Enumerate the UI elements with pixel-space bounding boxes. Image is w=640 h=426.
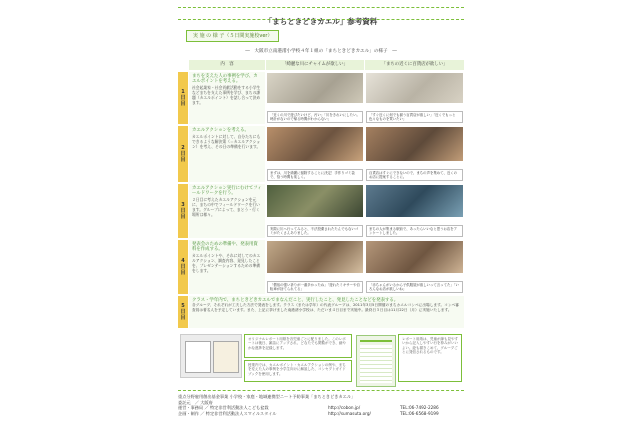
day-body: カエルポイントに対して、自分たちにもできるような解決策（＝カエルアクション）を考え、その日の準備を行います。 [192,134,261,149]
guidebook-note: 授業内では、カエルポイント・カエルアクションの例や、まちを変えた人の事例を小学生向けに解説した、コンセプトガイドブックを使用します。 [244,360,352,382]
day-description [189,126,265,182]
day-description [189,184,265,238]
subtitle: ― 大阪市立南港渚小学校４年１組の「まちときどきカエル」の様子 ― [245,49,397,54]
section-label: 実 施 の 様 子（５日間実施校ver） [186,30,279,42]
day-badge: 5 日 目 [178,296,188,328]
header-content: 内 容 [189,60,265,70]
outdoor-photo [267,185,363,217]
classroom-photo [366,127,463,161]
photo-cell [365,184,464,238]
photo-cell [266,240,364,294]
guidebook-image [213,341,239,373]
materials-photo [180,334,242,378]
secretariat-tel: TEL:06-7492-2286 [400,405,439,411]
photo-caption: まずは、川を綺麗に掃除することに決定！手作りゴミ袋で、拾う時間も楽しく。 [267,169,363,181]
day-heading: まちを支えた人の事例を学び、カエルポイントを考える。 [192,74,258,85]
day-description [189,240,265,294]
report-sheet-note: オリジナルレポート用紙を各児童ごとに配りました。このレポートは後日、雑誌にアップされ、どなたでも閲覧ができ、細やかな進捗を記録します。 [244,334,352,358]
photo-cell [266,126,364,182]
day-badge: 2 日 目 [178,126,188,182]
header-col2: 「まちの近くに百貨店が欲しい」 [365,60,464,70]
photo-cell [266,184,364,238]
secretariat-org: 運営・事務局 ／ 特定非営利活動法人こども盆栽 [178,405,269,411]
footer-producer [178,411,464,417]
outdoor-photo [366,185,463,217]
sheet-lines [360,345,392,383]
day-badge: 1 日 目 [178,72,188,124]
producer-tel: TEL:06-6568-9199 [400,410,439,416]
footer-divider [178,390,464,391]
photo-cell [365,72,464,124]
secretariat-url[interactable]: http://cobon.jp/ [328,405,361,411]
classroom-photo [267,73,363,103]
photo-caption: 実際に川へ行ってみると、不法投棄されたたんでもないゴミがたくさんありました。 [267,225,363,237]
footer-project: 重点分野雇用創出基金事業 小学校・家庭・地域連携型ニート予防事業「まちときどきカエル」 [178,394,356,399]
day-description [189,72,265,124]
footer-commissioner: 委託元 ／ 大阪府 [178,399,213,405]
producer-url[interactable]: http://sumasuta.org/ [328,410,371,416]
materials-section [178,332,464,388]
day-body: ２日目に考えたカエルアクションを元に、まちの中でフィールドワークを行います。グループによって、まとう・行く場所は様々。 [192,197,260,217]
photo-caption: 「すぐ近くに何でも揃う百貨店が欲しい」「近くでもっと色々なものを買いたい」 [366,111,463,123]
document-title: 「まちときどきカエル」参考資料 [264,17,378,26]
day-badge: 3 日 目 [178,184,188,238]
report-sheet-image [185,341,211,373]
top-divider [178,7,464,8]
classroom-photo [267,241,363,273]
photo-cell [266,72,364,124]
header-col1: 「綺麗な川にチャイムが欲しい」 [266,60,364,70]
sheet-header-bar [360,340,392,342]
day-badge: 4 日 目 [178,240,188,294]
photo-caption: 「近くの川で遊びたいけど、汚い」「川をきれいにしたい。時計がないので帰る時間がわからない」 [267,111,363,123]
classroom-photo [366,73,463,103]
photo-caption: 「僧侶の強い祈りが一番多かったね」「遊れたミキサーや自転車が捨てられてる」 [267,281,363,293]
day-body: 各グループ、それぞれが工夫した方法で発表をします。クラス（または学年）の代表グループは、2011年3月5日開催のまちカエルコンペに出場します。コンペ審査員は著名人を予定しています。また、上記に挙げました南港渚小学校は、ただいま４日目まで実施中。最終日５日目は11月22日（月）に実施いたします。 [192,303,459,312]
photo-cell [365,240,464,294]
classroom-photo [366,241,463,273]
photo-caption: まちの人が集まる駅前で、あったらいいなと思うお店をアンケートしました。 [366,225,463,237]
photo-cell [365,126,464,182]
report-sheet-description: レポート用紙は、児童が線も見やすいから記入しやすい行を枠みがいいよい。絵も描きこめて、グループごとに発信されるものです。 [398,334,462,382]
day-heading: 発表会のための準備や、発表用資料を作成する。 [192,242,258,253]
day-heading: カエルアクションを考える。 [192,128,249,133]
day-heading: クラス・学年内で、まちときどきカエルでまなんだこと、実行したこと、発見したことなどを発表する。 [192,298,399,303]
document-page [178,6,464,422]
day-description [189,296,464,328]
title-divider [178,19,464,20]
producer-org: 企画・制作 ／ 特定非営利活動法人スマイルスタイル [178,410,277,416]
day-body: カエルポイントや、それに対してのカエルアクション、調査内容、発見したことを、プレゼンテーションするための準備をします。 [192,253,261,273]
photo-caption: 百貨店はすぐにできないので、まちの声を集めて、近くのお店に提案することに。 [366,169,463,181]
classroom-photo [267,127,363,161]
report-sheet-sample [356,335,396,387]
day-body: 社会起業家・社会貢献活動をする小学生などまちを支えた事例を学び、まちの課題（カエルポイント）を話し合って決めます。 [192,85,261,105]
day-heading: カエルアクション実行にむけてフィールドワークを行う。 [192,186,262,197]
photo-caption: 「赤ちゃんがいるから子供服屋が欲しいって言ってた」「いろんなお店が欲しいね」 [366,281,463,293]
footer [178,394,464,416]
